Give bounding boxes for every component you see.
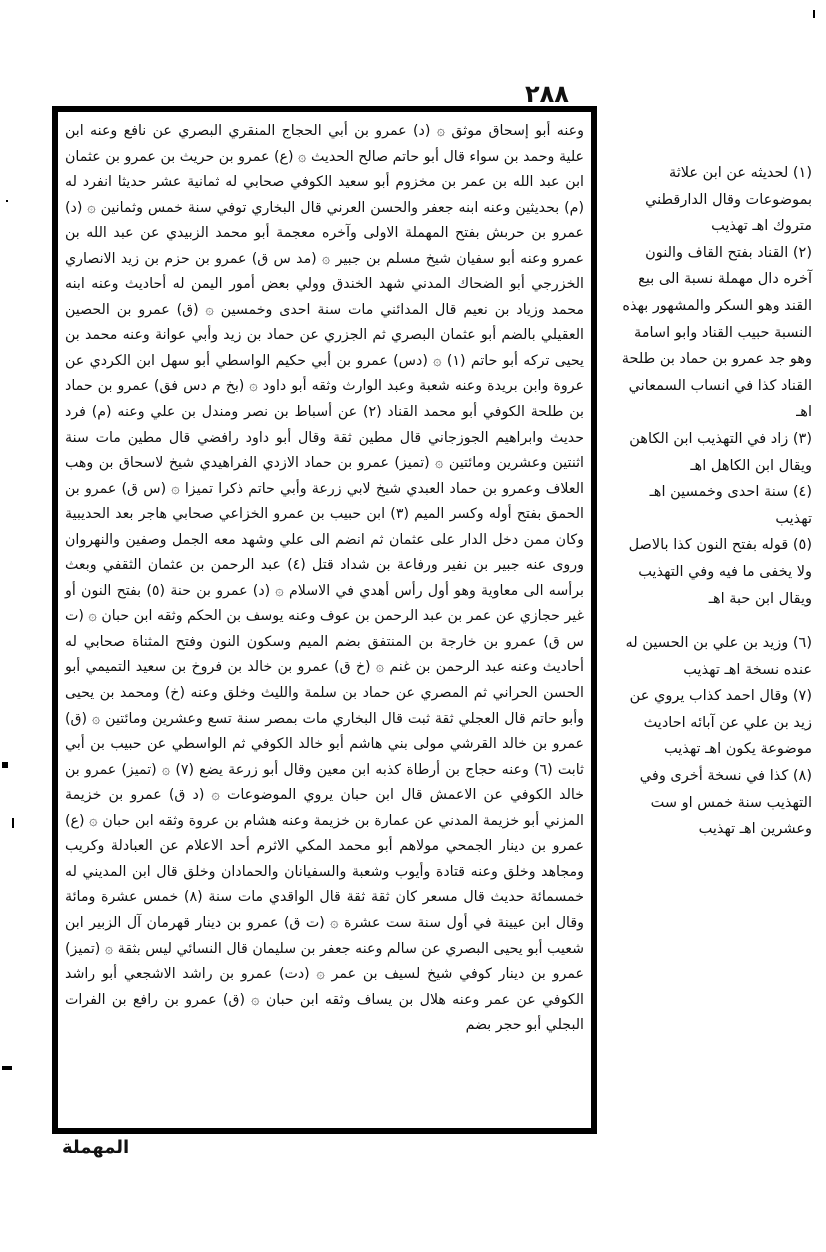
margin-note-2: (٢) القناد بفتح القاف والنون آخره دال مهملة نسبة الى بيع القند وهو السكر والمشهور بهذه النسبة حبيب القناد وابو اسامة وهو جد عمرو بن حماد بن طلحة القناد كذا في انساب السمعاني اهـ xyxy=(621,244,812,421)
main-text-frame xyxy=(52,106,597,1134)
margin-note-5: (٥) قوله بفتح النون كذا بالاصل ولا يخفى ما فيه وفي التهذيب ويقال ابن حبة اهـ xyxy=(628,537,812,607)
scan-speck xyxy=(2,762,8,768)
main-text-body: وعنه أبو إسحاق موثق ۞ (د) عمرو بن أبي الحجاج المنقري البصري عن نافع وعنه ابن علية وحمد بن سواء قال أبو حاتم صالح الحديث ۞ (ع) عمرو بن حريث بن عمرو بن عثمان ابن عبد الله بن عمر بن مخزوم أبو سعيد الكوفي صحابي له ثمانية عشر حديثا انفرد له (م) بحديثين وعنه ابنه جعفر والحسن العرني قال البخاري توفي سنة خمس وثمانين ۞ (د) عمرو بن حربش بفتح المهملة الاولى وآخره معجمة أبو محمد الزبيدي عن عبد الله بن عمرو وعنه أبو سفيان شيخ مسلم بن جبير ۞ (مد س ق) عمرو بن حزم بن زيد الانصاري الخزرجي أبو الضحاك المدني شهد الخندق وولي بعض أمور اليمن له أحاديث وعنه ابنه محمد وزياد بن نعيم قال المدائني مات سنة احدى وخمسين ۞ (ق) عمرو بن الحصين العقيلي بالضم أبو عثمان البصري ثم الجزري عن حماد بن زيد وأبي عوانة وعنه محمد بن يحيى تركه أبو حاتم (١) ۞ (دس) عمرو بن أبي حكيم الواسطي أبو سهل ابن الكردي عن عروة وابن بريدة وعنه شعبة وعبد الوارث وثقه أبو داود ۞ (بخ م دس فق) عمرو بن حماد بن طلحة الكوفي أبو محمد القناد (٢) عن أسباط بن نصر ومندل بن علي وعنه (م) فرد حديث وابراهيم الجوزجاني قال مطين ثقة وقال أبو داود رافضي قال مطين مات سنة اثنتين وعشرين ومائتين ۞ (تميز) عمرو بن حماد الازدي الفراهيدي شيخ لاسحاق بن وهب العلاف وعمرو بن حماد العبدي شيخ لابي زرعة وأبي حاتم ذكرا تميزا ۞ (س ق) عمرو بن الحمق بفتح أوله وكسر الميم (٣) ابن حبيب بن عمرو الخزاعي صحابي هاجر بعد الحديبية وكان ممن دخل الدار على عثمان ثم انضم الى علي وشهد معه الجمل وصفين والنهروان وروى عنه جبير بن نفير ورفاعة بن شداد قتل (٤) عبد الرحمن بن عثمان الثقفي وبعث برأسه الى معاوية وهو أول رأس أهدي في الاسلام ۞ (د) عمرو بن حنة (٥) بفتح النون أو غير حجازي عن عمر بن عبد الرحمن بن عوف وعنه يوسف بن الحكم وثقه ابن حبان ۞ (ت س ق) عمرو بن خارجة بن المنتفق بضم الميم وسكون النون وفتح المثناة صحابي له أحاديث وعنه عبد الرحمن بن غنم ۞ (خ ق) عمرو بن خالد بن فروخ بن سعيد التميمي أبو الحسن الحراني ثم المصري عن حماد بن سلمة والليث وخلق وعنه (خ) ومحمد بن يحيى وأبو حاتم قال العجلي ثقة ثبت قال البخاري مات بمصر سنة تسع وعشرين ومائتين ۞ (ق) عمرو بن خالد القرشي مولى بني هاشم أبو خالد الكوفي ثم الواسطي عن حبيب بن أبي ثابت (٦) وعنه حجاج بن أرطاة كذبه ابن معين وقال أبو زرعة يضع (٧) ۞ (تميز) عمرو بن خالد الكوفي عن الاعمش قال ابن حبان يروي الموضوعات ۞ (د ق) عمرو بن خزيمة المزني أبو خزيمة المدني عن عمارة بن خزيمة وعنه هشام بن عروة وثقه ابن حبان ۞ (ع) عمرو بن دينار الجمحي مولاهم أبو محمد المكي الاثرم أحد الاعلام عن العبادلة وكريب ومجاهد وخلق وعنه قتادة وأيوب وشعبة والسفيانان والحمادان وخلق قال ابن المديني له خمسمائة حديث قال مسعر كان ثقة ثقة قال الواقدي مات سنة (٨) خمس عشرة ومائة وقال ابن عيينة في أول سنة ست عشرة ۞ (ت ق) عمرو بن دينار قهرمان آل الزبير ابن شعيب أبو يحيى البصري عن سالم وعنه جعفر بن سليمان قال النسائي ليس بثقة ۞ (تميز) عمرو بن دينار كوفي شيخ لسيف بن عمر ۞ (دت) عمرو بن راشد الاشجعي أبو راشد الكوفي عن عمر وعنه هلال بن يساف وثقه ابن حبان ۞ (ق) عمرو بن رافع بن الفرات البجلي أبو حجر بضم xyxy=(65,123,585,1034)
margin-note-4: (٤) سنة احدى وخمسين اهـ تهذيب xyxy=(649,484,812,527)
margin-note-3: (٣) زاد في التهذيب ابن الكاهن ويقال ابن الكاهل اهـ xyxy=(629,430,812,474)
margin-note-1: (١) لحديثه عن ابن علاثة بموضوعات وقال الدارقطني متروك اهـ تهذيب xyxy=(645,165,812,235)
margin-note-7: (٧) وقال احمد كذاب يروي عن زيد بن علي عن آبائه احاديث موضوعة يكون اهـ تهذيب xyxy=(629,688,812,758)
scan-speck xyxy=(2,1066,12,1070)
page-number: ٢٨٨ xyxy=(525,80,569,108)
margin-note-6: (٦) وزيد بن علي بن الحسين له عنده نسخة اهـ تهذيب xyxy=(625,635,812,678)
scan-speck xyxy=(813,10,815,18)
scan-speck xyxy=(12,818,14,828)
margin-notes xyxy=(612,160,812,843)
catchword: المهملة xyxy=(62,1137,130,1158)
scan-speck xyxy=(6,200,8,202)
margin-note-8: (٨) كذا في نسخة أخرى وفي التهذيب سنة خمس او ست وعشرين اهـ تهذيب xyxy=(639,768,812,838)
